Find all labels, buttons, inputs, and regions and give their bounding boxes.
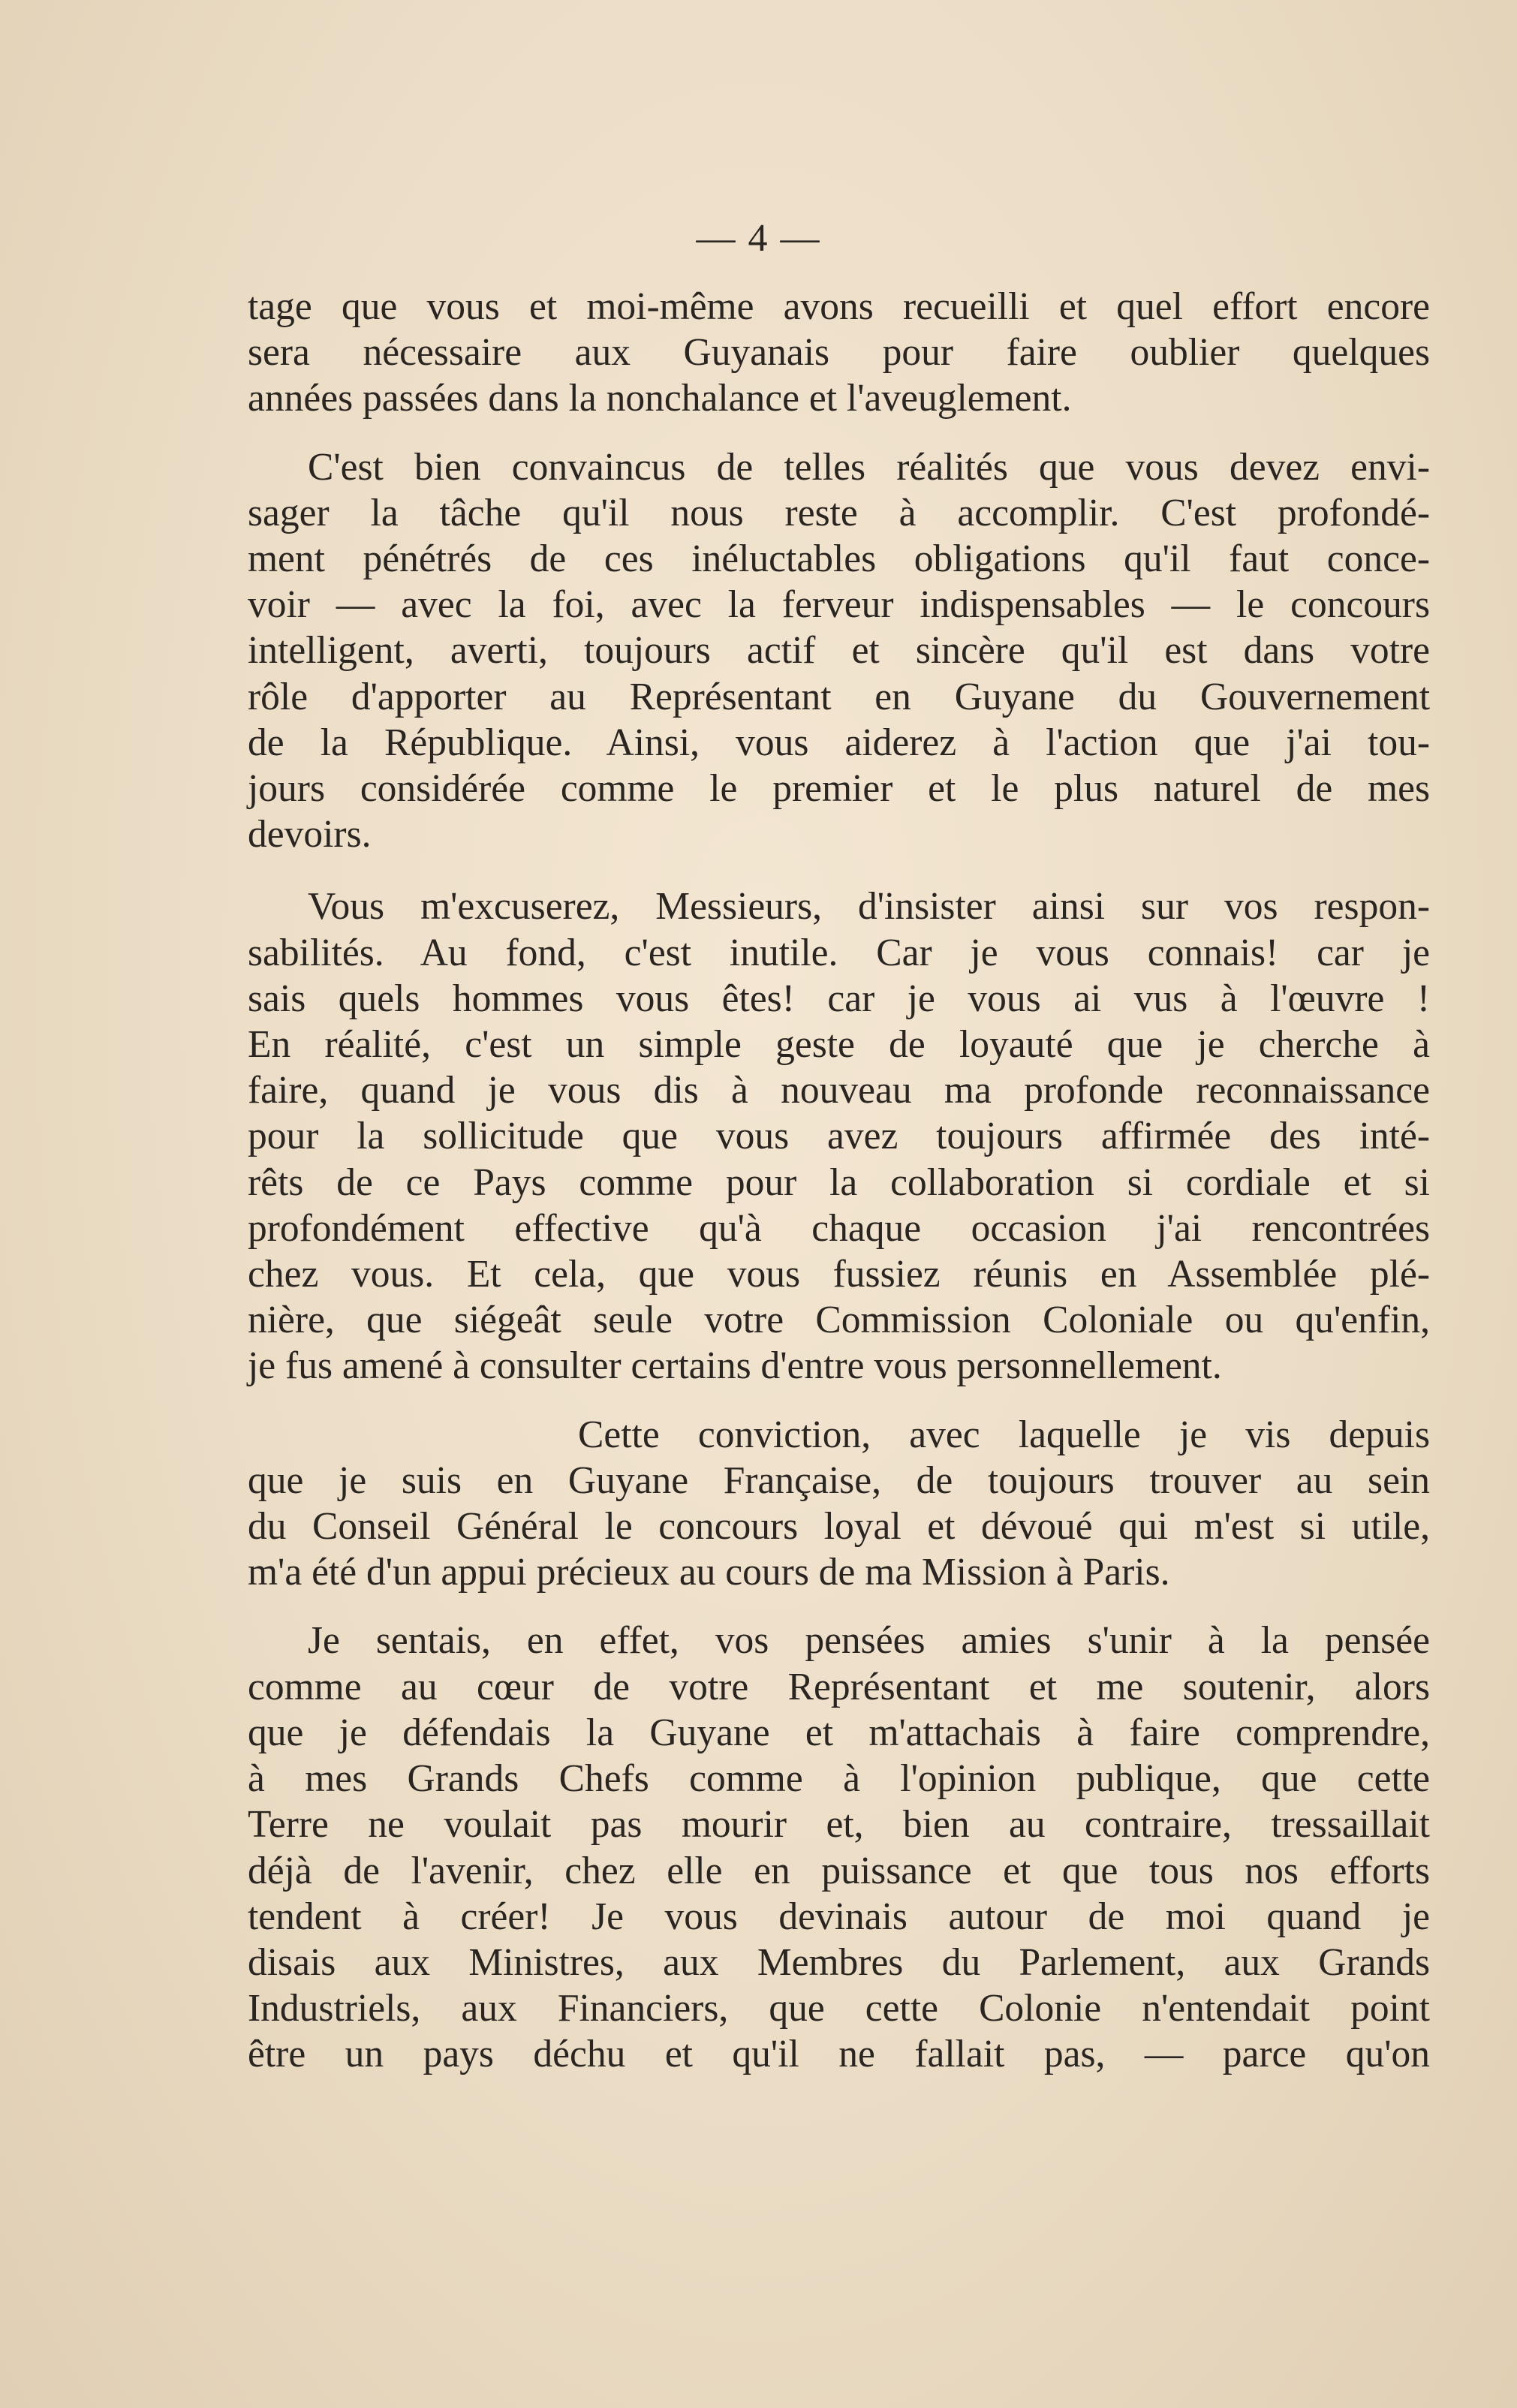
text-line: En réalité, c'est un simple geste de loyauté que je cherche à xyxy=(248,1023,1430,1067)
text-line: être un pays déchu et qu'il ne fallait pas, — parce qu'on xyxy=(248,2033,1430,2076)
paragraph-3 xyxy=(248,883,1430,1389)
text-line: devoirs. xyxy=(248,813,372,856)
text-line: ment pénétrés de ces inéluctables obligations qu'il faut conce- xyxy=(248,537,1430,581)
text-line: sera nécessaire aux Guyanais pour faire oublier quelques xyxy=(248,331,1430,375)
text-line: tendent à créer! Je vous devinais autour de moi quand je xyxy=(248,1895,1430,1938)
text-line: de la République. Ainsi, vous aiderez à l'action que j'ai tou- xyxy=(248,721,1430,764)
text-line: jours considérée comme le premier et le plus naturel de mes xyxy=(248,767,1430,811)
text-line: Vous m'excuserez, Messieurs, d'insister ainsi sur vos respon- xyxy=(308,885,1430,929)
text-line: rêts de ce Pays comme pour la collaboration si cordiale et si xyxy=(248,1160,1430,1204)
paragraph-1 xyxy=(248,284,1430,422)
text-line: rôle d'apporter au Représentant en Guyane du Gouvernement xyxy=(248,675,1430,718)
text-line: comme au cœur de votre Représentant et me soutenir, alors xyxy=(248,1665,1430,1708)
text-line: sabilités. Au fond, c'est inutile. Car je vous connais! car je xyxy=(248,931,1430,974)
text-line: que je défendais la Guyane et m'attachais à faire comprendre, xyxy=(248,1711,1430,1754)
text-line: pour la sollicitude que vous avez toujours affirmée des inté- xyxy=(248,1115,1430,1158)
text-line: Cette conviction, avec laquelle je vis depuis xyxy=(578,1413,1430,1456)
paragraph-5 xyxy=(248,1618,1430,2077)
text-line: C'est bien convaincus de telles réalités que vous devez envi- xyxy=(308,445,1430,489)
page-number: — 4 — xyxy=(696,217,821,260)
text-line: profondément effective qu'à chaque occasion j'ai rencontrées xyxy=(248,1206,1430,1250)
text-line: voir — avec la foi, avec la ferveur indispensables — le concours xyxy=(248,583,1430,627)
body-text xyxy=(248,284,1430,2078)
text-line: sager la tâche qu'il nous reste à accomplir. C'est profondé- xyxy=(248,491,1430,534)
text-line: Industriels, aux Financiers, que cette Colonie n'entendait point xyxy=(248,1987,1430,2030)
text-line: Terre ne voulait pas mourir et, bien au contraire, tressaillait xyxy=(248,1803,1430,1847)
text-line: je fus amené à consulter certains d'entre vous personnellement. xyxy=(248,1344,1222,1388)
text-line: sais quels hommes vous êtes! car je vous ai vus à l'œuvre ! xyxy=(248,977,1430,1020)
text-line: Je sentais, en effet, vos pensées amies s'unir à la pensée xyxy=(308,1619,1430,1663)
text-line: chez vous. Et cela, que vous fussiez réunis en Assemblée plé- xyxy=(248,1253,1430,1296)
text-line: que je suis en Guyane Française, de toujours trouver au sein xyxy=(248,1458,1430,1502)
text-line: m'a été d'un appui précieux au cours de ma Mission à Paris. xyxy=(248,1551,1170,1594)
text-line: intelligent, averti, toujours actif et sincère qu'il est dans votre xyxy=(248,629,1430,673)
text-line: disais aux Ministres, aux Membres du Parlement, aux Grands xyxy=(248,1940,1430,1984)
text-line: tage que vous et moi-même avons recueilli et quel effort encore xyxy=(248,285,1430,328)
text-line: déjà de l'avenir, chez elle en puissance et que tous nos efforts xyxy=(248,1849,1430,1892)
text-line: nière, que siégeât seule votre Commission Coloniale ou qu'enfin, xyxy=(248,1299,1430,1342)
text-line: faire, quand je vous dis à nouveau ma profonde reconnaissance xyxy=(248,1069,1430,1112)
paragraph-2 xyxy=(248,444,1430,858)
text-line: à mes Grands Chefs comme à l'opinion publique, que cette xyxy=(248,1757,1430,1801)
text-line: années passées dans la nonchalance et l'aveuglement. xyxy=(248,377,1072,420)
text-line: du Conseil Général le concours loyal et dévoué qui m'est si utile, xyxy=(248,1505,1430,1549)
paragraph-4 xyxy=(248,1412,1430,1596)
